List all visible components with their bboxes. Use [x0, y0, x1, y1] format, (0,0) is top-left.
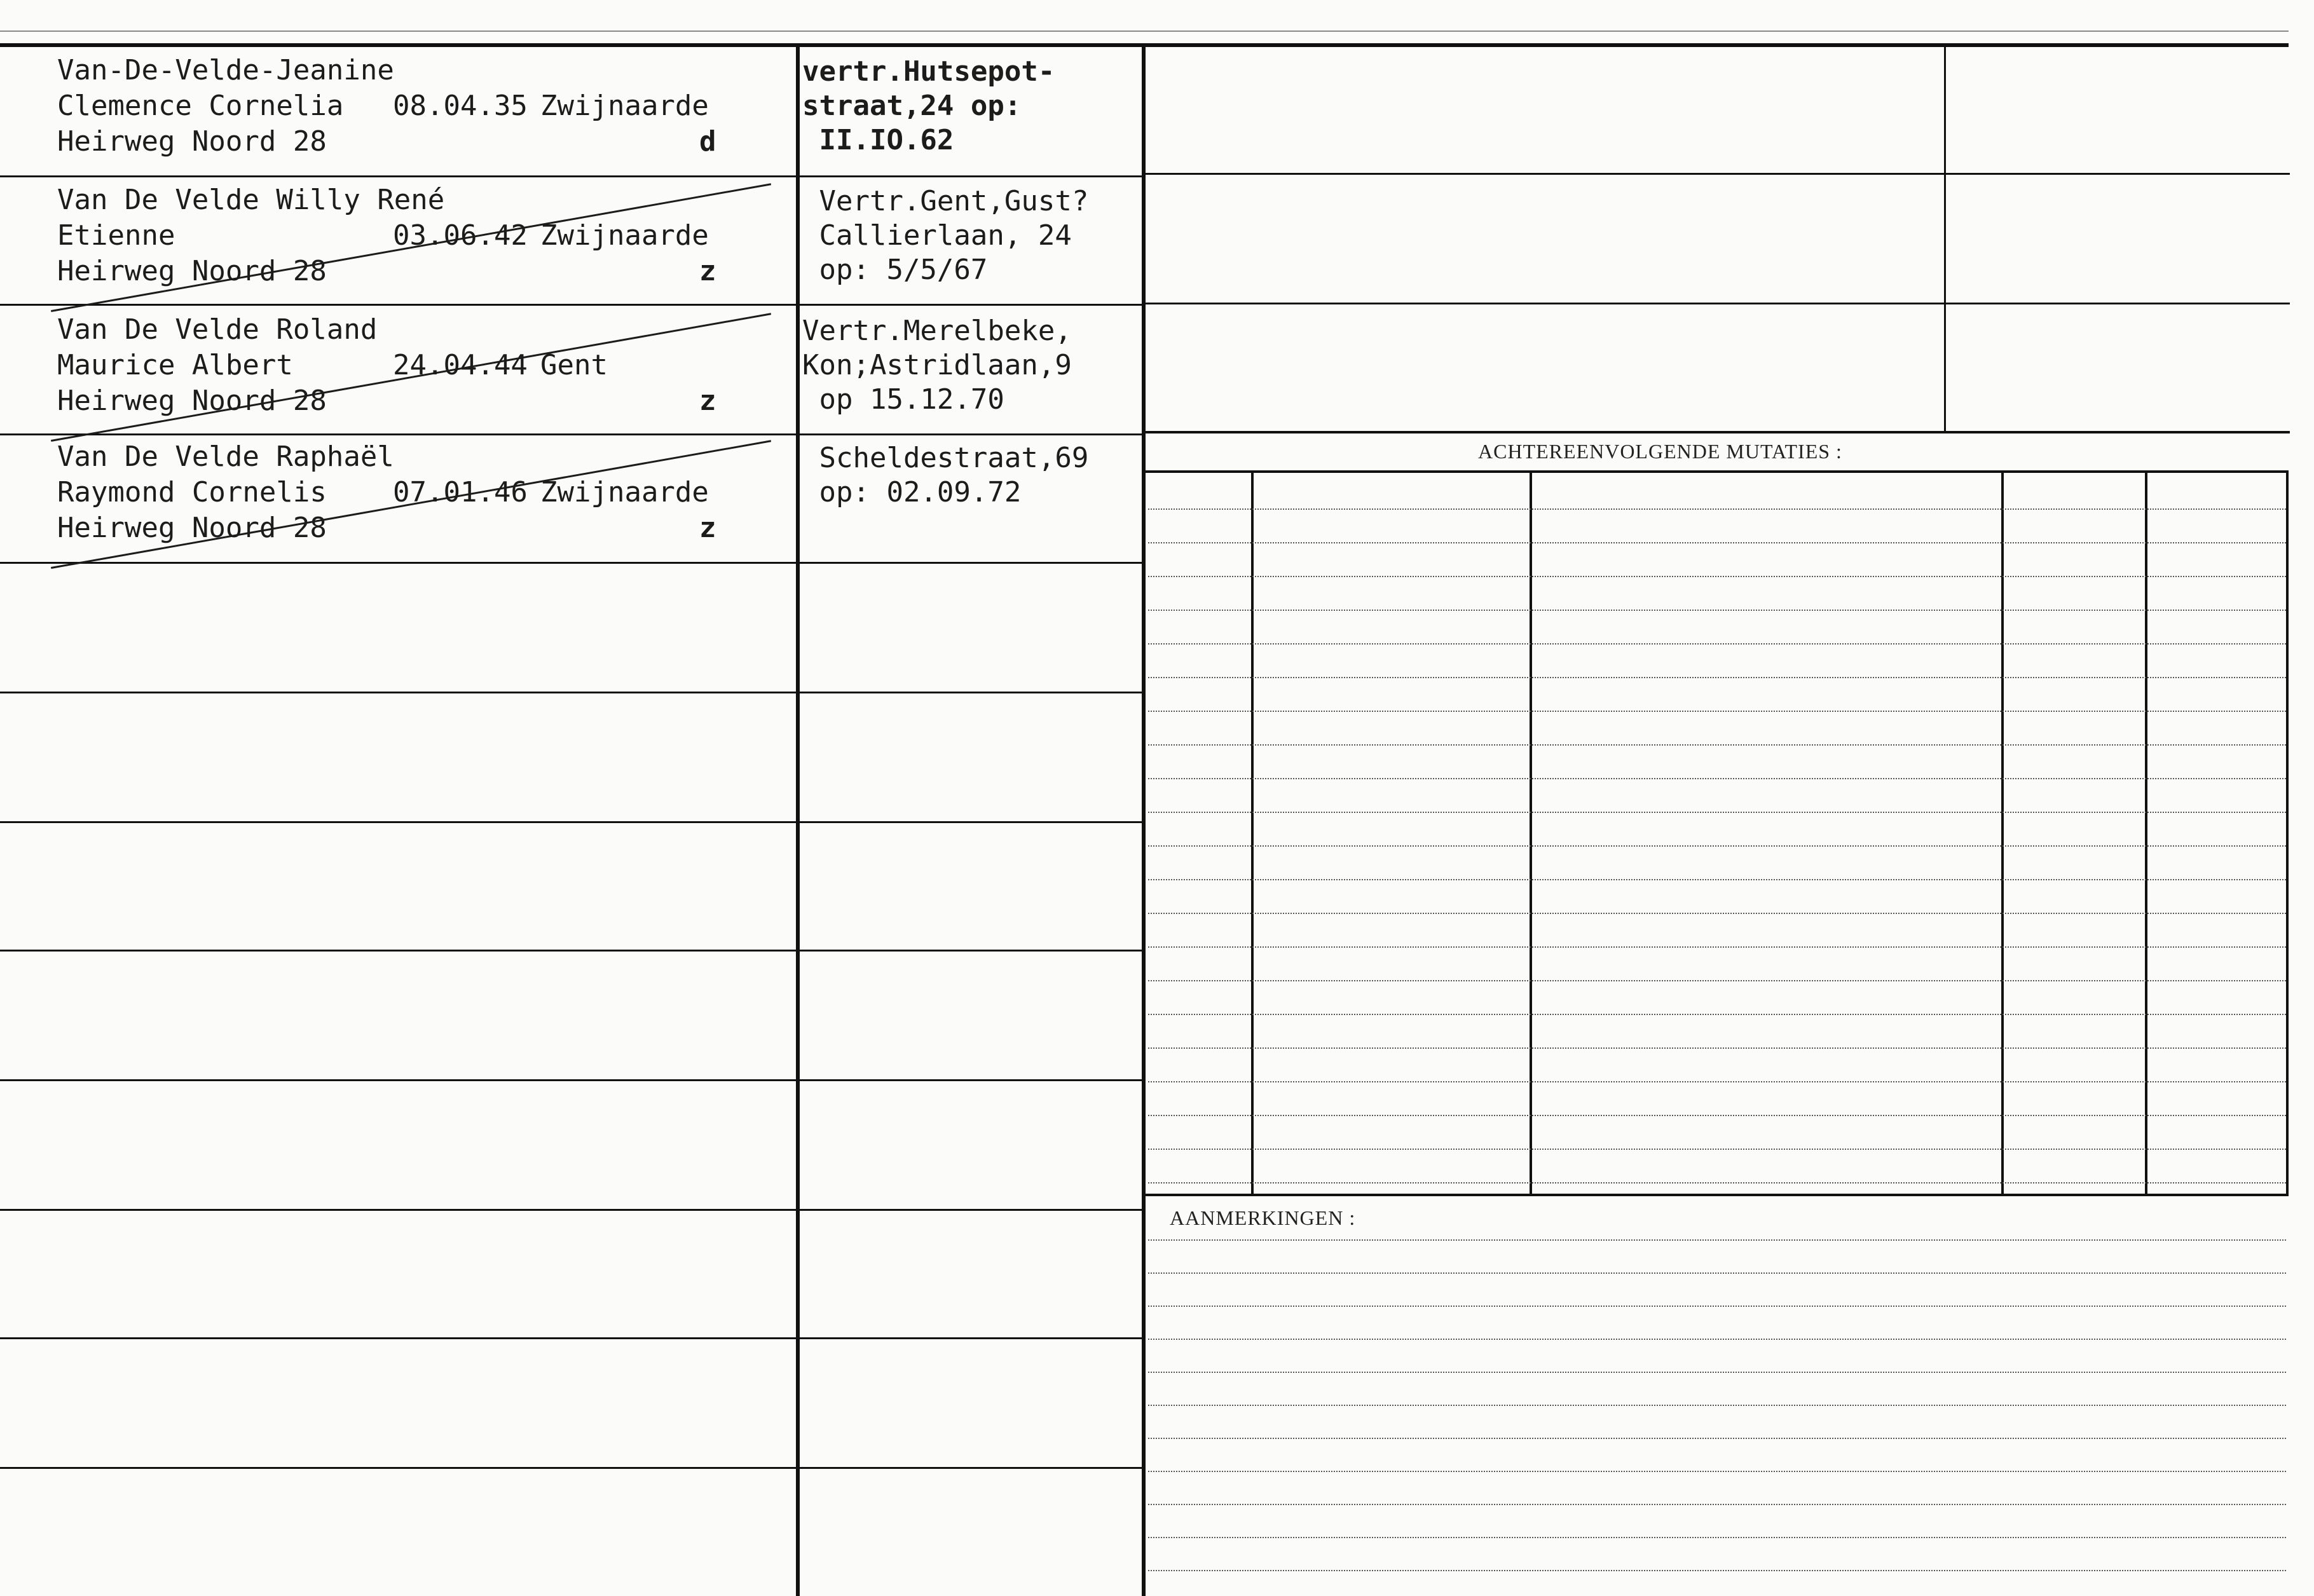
remark-dotted-line: [1148, 1339, 2286, 1340]
sex-code: z: [699, 512, 716, 544]
middle-row-line: [800, 1209, 1142, 1211]
remark-dotted-line: [1148, 1471, 2286, 1472]
mutation-dotted-line: [1148, 576, 2286, 577]
middle-row-line: [800, 1467, 1142, 1469]
right-row-line: [1146, 303, 2290, 304]
birth-date: 03.06.42: [393, 219, 528, 252]
birth-place: Gent: [540, 349, 608, 381]
middle-row-line: [800, 821, 1142, 823]
mutation-dotted-line: [1148, 744, 2286, 746]
left-row-line: [0, 175, 796, 177]
move-line: op: 5/5/67: [802, 254, 988, 286]
person-given-names: Maurice Albert: [57, 349, 293, 381]
move-line: op 15.12.70: [802, 383, 1004, 416]
mutation-dotted-line: [1148, 879, 2286, 880]
mutations-table-bottom: [1146, 1194, 2289, 1196]
person-given-names: Raymond Cornelis: [57, 476, 327, 508]
mutation-dotted-line: [1148, 778, 2286, 779]
mutation-dotted-line: [1148, 1047, 2286, 1049]
mutation-dotted-line: [1148, 812, 2286, 813]
middle-row-line: [800, 304, 1142, 306]
person-name: Van De Velde Willy René: [57, 184, 445, 216]
birth-place: Zwijnaarde: [540, 476, 709, 508]
person-name: Van-De-Velde-Jeanine: [57, 54, 394, 86]
mutation-dotted-line: [1148, 1115, 2286, 1116]
move-line: op: 02.09.72: [802, 476, 1022, 508]
remark-dotted-line: [1148, 1504, 2286, 1505]
middle-row-line: [800, 1079, 1142, 1081]
person-name: Van De Velde Raphaël: [57, 440, 394, 473]
left-row-line: [0, 1337, 796, 1339]
mutations-table-top: [1146, 470, 2289, 473]
birth-date: 08.04.35: [393, 90, 528, 122]
move-line: Scheldestraat,69: [802, 442, 1089, 474]
mutations-col: [2286, 473, 2289, 1195]
middle-row-line: [800, 692, 1142, 693]
sex-code: z: [699, 255, 716, 287]
person-given-names: Etienne: [57, 219, 175, 252]
left-row-line: [0, 304, 796, 306]
mutation-dotted-line: [1148, 1149, 2286, 1150]
move-line: Vertr.Gent,Gust?: [802, 185, 1089, 217]
mutations-col: [2001, 473, 2004, 1195]
left-row-line: [0, 821, 796, 823]
mutation-dotted-line: [1148, 643, 2286, 645]
birth-place: Zwijnaarde: [540, 219, 709, 252]
remark-dotted-line: [1148, 1537, 2286, 1538]
left-row-line: [0, 1209, 796, 1211]
person-name: Van De Velde Roland: [57, 313, 378, 346]
remark-dotted-line: [1148, 1306, 2286, 1307]
right-row-line: [1146, 173, 2290, 175]
move-line: vertr.Hutsepot-: [802, 55, 1055, 88]
column-divider-right: [1142, 47, 1146, 1596]
mutation-dotted-line: [1148, 1014, 2286, 1015]
right-row-line: [1146, 431, 2290, 433]
move-line: Callierlaan, 24: [802, 219, 1072, 252]
move-line: II.IO.62: [802, 124, 954, 156]
mutation-dotted-line: [1148, 1081, 2286, 1082]
mutation-dotted-line: [1148, 845, 2286, 847]
birth-place: Zwijnaarde: [540, 90, 709, 122]
sex-code: z: [699, 385, 716, 417]
mutation-dotted-line: [1148, 508, 2286, 510]
mutations-col: [1530, 473, 1532, 1195]
mutation-dotted-line: [1148, 677, 2286, 678]
column-divider-top-right: [1944, 47, 1946, 431]
mutation-dotted-line: [1148, 610, 2286, 611]
mutation-dotted-line: [1148, 1182, 2286, 1183]
middle-row-line: [800, 950, 1142, 951]
left-row-line: [0, 562, 796, 564]
middle-row-line: [800, 562, 1142, 564]
sex-code: d: [699, 125, 716, 158]
remark-dotted-line: [1148, 1570, 2286, 1571]
mutations-col: [1251, 473, 1254, 1195]
remark-dotted-line: [1148, 1372, 2286, 1373]
mutation-dotted-line: [1148, 711, 2286, 712]
remark-dotted-line: [1148, 1405, 2286, 1406]
move-line: Kon;Astridlaan,9: [802, 349, 1072, 381]
left-row-line: [0, 950, 796, 951]
mutation-dotted-line: [1148, 980, 2286, 981]
mutation-dotted-line: [1148, 542, 2286, 543]
street-address: Heirweg Noord 28: [57, 385, 327, 417]
middle-row-line: [800, 433, 1142, 435]
street-address: Heirweg Noord 28: [57, 512, 327, 544]
left-row-line: [0, 1079, 796, 1081]
birth-date: 07.01.46: [393, 476, 528, 508]
mutations-col: [2145, 473, 2147, 1195]
person-given-names: Clemence Cornelia: [57, 90, 344, 122]
move-line: straat,24 op:: [802, 90, 1022, 122]
move-line: Vertr.Merelbeke,: [802, 315, 1072, 347]
top-thin-rule: [0, 31, 2289, 32]
street-address: Heirweg Noord 28: [57, 255, 327, 287]
left-row-line: [0, 433, 796, 435]
street-address: Heirweg Noord 28: [57, 125, 327, 158]
remark-dotted-line: [1148, 1239, 2286, 1241]
left-row-line: [0, 692, 796, 693]
mutations-heading: ACHTEREENVOLGENDE MUTATIES :: [1478, 440, 1842, 463]
middle-row-line: [800, 175, 1142, 177]
left-row-line: [0, 1467, 796, 1469]
remark-dotted-line: [1148, 1272, 2286, 1274]
remarks-heading: AANMERKINGEN :: [1170, 1206, 1356, 1229]
mutation-dotted-line: [1148, 946, 2286, 948]
birth-date: 24.04.44: [393, 349, 528, 381]
middle-row-line: [800, 1337, 1142, 1339]
mutation-dotted-line: [1148, 913, 2286, 914]
remark-dotted-line: [1148, 1438, 2286, 1439]
